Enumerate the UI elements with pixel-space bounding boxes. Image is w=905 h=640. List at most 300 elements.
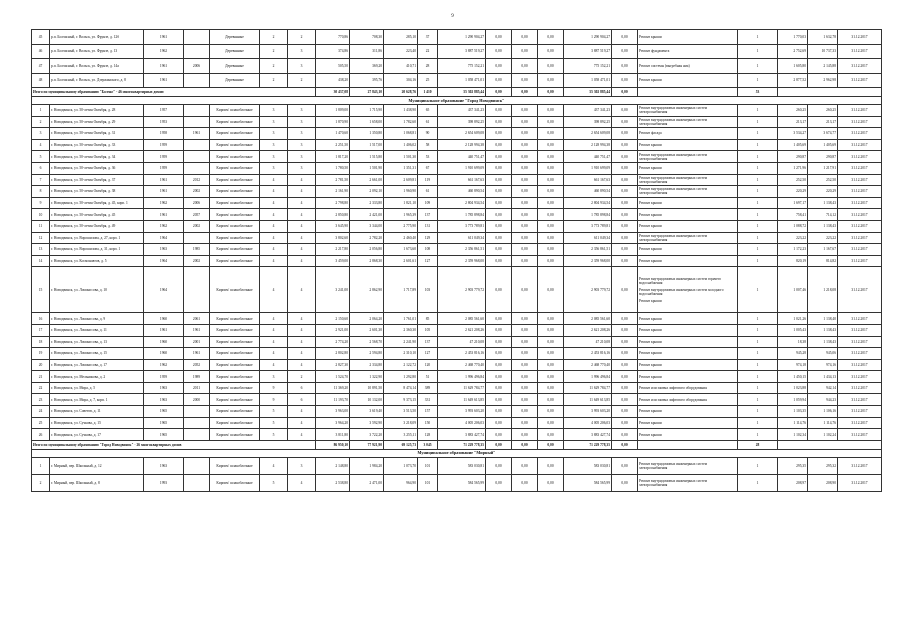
other-funds-cell: 0,00 xyxy=(612,59,638,74)
floors-cell: 4 xyxy=(260,186,288,198)
year-reconstructed-cell xyxy=(184,151,210,163)
table-row xyxy=(32,244,882,256)
regional-budget-cell: 0,00 xyxy=(512,406,538,418)
year-reconstructed-cell: 1989 xyxy=(184,371,210,383)
address-cell: г. Новодвинск, ул. 50-летия Октября, д. 28 xyxy=(50,105,144,117)
subtotal-label: Итого по муниципальному образованию "Болчас" - 46 многоквартирных домов: xyxy=(32,88,316,97)
residents-cell: 53 xyxy=(418,151,438,163)
total-area-cell: 1 780,50 xyxy=(316,162,350,174)
stage-cell: 1 xyxy=(738,324,778,336)
work-type-line: Ремонт крыши xyxy=(639,298,662,303)
year-built-cell: 1963 xyxy=(144,382,184,394)
other-funds-cell: 0,00 xyxy=(612,359,638,371)
fund-cell: 0,00 xyxy=(486,244,512,256)
fund-cell: 0,00 xyxy=(486,359,512,371)
floors-cell: 4 xyxy=(260,209,288,221)
entrances-cell: 2 xyxy=(288,371,316,383)
row-number: 18 xyxy=(32,336,50,348)
total-area-cell: 3 241,00 xyxy=(316,267,350,313)
limit-cost-cell: 2 145,88 xyxy=(808,59,838,74)
floors-cell: 3 xyxy=(260,151,288,163)
residents-cell: 22 xyxy=(418,44,438,59)
entrances-cell: 4 xyxy=(288,417,316,429)
stage-cell: 1 xyxy=(738,186,778,198)
completion-date-cell: 31.12.2017 xyxy=(838,417,882,429)
limit-cost-cell: 1 434,13 xyxy=(808,371,838,383)
total-cost-cell: 2 356 861,51 xyxy=(438,244,486,256)
limit-cost-cell: 1 102,24 xyxy=(808,429,838,441)
year-built-cell: 1960 xyxy=(144,313,184,325)
address-cell: г. Новодвинск, ул. 50-летия Октября, д. 49 xyxy=(50,220,144,232)
living-area-cell: 2 594,80 xyxy=(350,348,384,360)
table-row xyxy=(32,429,882,441)
stage-cell: 1 xyxy=(738,197,778,209)
regional-budget-cell: 0,00 xyxy=(512,474,538,491)
limit-cost-cell: 1 218,08 xyxy=(808,267,838,313)
year-built-cell: 1962 xyxy=(144,359,184,371)
wall-material-cell: Кирпич/ шлакоблочные xyxy=(210,105,260,117)
subtotal-total-cost: 71 229 778,35 xyxy=(438,440,486,449)
work-type-cell: Ремонт крыши xyxy=(638,220,738,232)
address-cell: г. Мирный, пер. Школьный, д. 8 xyxy=(50,474,144,491)
total-area-cell: 2 921,00 xyxy=(316,324,350,336)
work-type-cell: Ремонт системы (выгребная яма) xyxy=(638,59,738,74)
owners-funds-cell: 775 152,21 xyxy=(564,59,612,74)
fund-cell: 0,00 xyxy=(486,174,512,186)
regional-budget-cell: 0,00 xyxy=(512,382,538,394)
living-area-cell: 1 350,80 xyxy=(350,128,384,140)
fund-cell: 0,00 xyxy=(486,429,512,441)
wall-material-cell: Кирпич/ шлакоблочные xyxy=(210,394,260,406)
owners-funds-cell: 460 890,54 xyxy=(564,186,612,198)
total-area-cell: 505,50 xyxy=(316,59,350,74)
work-type-cell: Ремонт внутридомовых инженерных систем электроснабжения xyxy=(638,116,738,128)
other-funds-cell: 0,00 xyxy=(612,44,638,59)
work-type-cell: Ремонт внутридомовых инженерных систем электроснабжения xyxy=(638,174,738,186)
municipal-budget-cell: 0,00 xyxy=(538,30,564,45)
limit-cost-cell: 1 138,43 xyxy=(808,336,838,348)
total-cost-cell: 1 058 471,01 xyxy=(438,73,486,88)
cost-per-m2-cell: 1 114,76 xyxy=(778,417,808,429)
owners-funds-cell: 2 085 561,60 xyxy=(564,313,612,325)
entrances-cell: 4 xyxy=(288,348,316,360)
completion-date-cell: 31.12.2017 xyxy=(838,406,882,418)
subtotal-row xyxy=(32,440,882,449)
other-funds-cell: 0,00 xyxy=(612,232,638,244)
floors-cell: 4 xyxy=(260,232,288,244)
stage-cell: 1 xyxy=(738,59,778,74)
residents-cell: 65 xyxy=(418,105,438,117)
other-funds-cell: 0,00 xyxy=(612,474,638,491)
subtotal-other: 0,00 xyxy=(612,88,638,97)
private-area-cell: 1 438,90 xyxy=(384,105,418,117)
completion-date-cell: 31.12.2017 xyxy=(838,232,882,244)
owners-funds-cell: 2 359 968,00 xyxy=(564,255,612,267)
total-area-cell: 11 369,20 xyxy=(316,382,350,394)
limit-cost-cell: 260,25 xyxy=(808,105,838,117)
municipal-budget-cell: 0,00 xyxy=(538,186,564,198)
program-register-table xyxy=(31,29,882,492)
work-type-cell: Ремонт крыши xyxy=(638,417,738,429)
year-reconstructed-cell xyxy=(184,406,210,418)
living-area-cell: 10 132,00 xyxy=(350,394,384,406)
residents-cell: 137 xyxy=(418,336,438,348)
cost-per-m2-cell: 1 005,43 xyxy=(778,324,808,336)
stage-cell: 1 xyxy=(738,359,778,371)
regional-budget-cell: 0,00 xyxy=(512,186,538,198)
address-cell: р.п. Болчасный, г. Вольск, ул. Дзержинского, д. 8 xyxy=(50,73,144,88)
total-cost-cell: 2 903 779,72 xyxy=(438,267,486,313)
limit-cost-cell: 1 138,43 xyxy=(808,220,838,232)
fund-cell: 0,00 xyxy=(486,116,512,128)
table-row xyxy=(32,359,882,371)
living-area-cell: 1 517,00 xyxy=(350,139,384,151)
total-area-cell: 2 251,50 xyxy=(316,139,350,151)
limit-cost-cell: 220,29 xyxy=(808,186,838,198)
row-number: 14 xyxy=(32,255,50,267)
residents-cell: 61 xyxy=(418,186,438,198)
stage-cell: 1 xyxy=(738,139,778,151)
year-built-cell: 1993 xyxy=(144,474,184,491)
municipal-budget-cell: 0,00 xyxy=(538,105,564,117)
limit-cost-cell: 942,14 xyxy=(808,382,838,394)
total-area-cell: 3 459,00 xyxy=(316,255,350,267)
work-type-line: Ремонт внутридомовых инженерных систем холодного водоснабжения xyxy=(639,287,724,296)
table-row xyxy=(32,394,882,406)
floors-cell: 4 xyxy=(260,457,288,474)
regional-budget-cell: 0,00 xyxy=(512,244,538,256)
year-built-cell: 1961 xyxy=(144,186,184,198)
wall-material-cell: Кирпич/ шлакоблочные xyxy=(210,267,260,313)
residents-cell: 85 xyxy=(418,313,438,325)
owners-funds-cell: 4 005 206,03 xyxy=(564,417,612,429)
year-reconstructed-cell: 2002 xyxy=(184,220,210,232)
wall-material-cell: Кирпич/ шлакоблочные xyxy=(210,348,260,360)
entrances-cell: 4 xyxy=(288,255,316,267)
limit-cost-cell: 1 217,91 xyxy=(808,162,838,174)
address-cell: г. Новодвинск, ул. 50-летия Октября, д. 45, корп. 1 xyxy=(50,197,144,209)
cost-per-m2-cell: 18,38 xyxy=(778,336,808,348)
municipal-budget-cell: 0,00 xyxy=(538,128,564,140)
other-funds-cell: 0,00 xyxy=(612,116,638,128)
stage-cell: 1 xyxy=(738,244,778,256)
year-built-cell: 1961 xyxy=(144,59,184,74)
wall-material-cell: Деревянные xyxy=(210,44,260,59)
municipal-budget-cell: 0,00 xyxy=(538,394,564,406)
private-area-cell: 1 501,30 xyxy=(384,151,418,163)
total-cost-cell: 440 751,47 xyxy=(438,151,486,163)
row-number: 3 xyxy=(32,128,50,140)
subtotal-work-type xyxy=(638,440,738,449)
entrances-cell: 4 xyxy=(288,474,316,491)
completion-date-cell: 31.12.2017 xyxy=(838,474,882,491)
address-cell: г. Новодвинск, ул. Сучкова, д. 15 xyxy=(50,417,144,429)
stage-cell: 1 xyxy=(738,151,778,163)
total-cost-cell: 584 565,99 xyxy=(438,474,486,491)
living-area-cell: 2 471,00 xyxy=(350,474,384,491)
row-number: 9 xyxy=(32,197,50,209)
year-reconstructed-cell xyxy=(184,457,210,474)
owners-funds-cell: 2 804 934,54 xyxy=(564,197,612,209)
municipal-budget-cell: 0,00 xyxy=(538,359,564,371)
row-number: 16 xyxy=(32,313,50,325)
subtotal-living-area: 77 921,90 xyxy=(350,440,384,449)
private-area-cell: 2 609,81 xyxy=(384,174,418,186)
regional-budget-cell: 0,00 xyxy=(512,59,538,74)
regional-budget-cell: 0,00 xyxy=(512,394,538,406)
residents-cell: 119 xyxy=(418,174,438,186)
other-funds-cell: 0,00 xyxy=(612,151,638,163)
living-area-cell: 1 715,90 xyxy=(350,105,384,117)
completion-date-cell: 31.12.2017 xyxy=(838,139,882,151)
entrances-cell: 4 xyxy=(288,232,316,244)
living-area-cell: 2 661,00 xyxy=(350,174,384,186)
year-built-cell: 1962 xyxy=(144,197,184,209)
stage-cell: 1 xyxy=(738,255,778,267)
regional-budget-cell: 0,00 xyxy=(512,151,538,163)
wall-material-cell: Кирпич/ шлакоблочные xyxy=(210,186,260,198)
municipal-budget-cell: 0,00 xyxy=(538,244,564,256)
address-cell: г. Новодвинск, ул. 50-летия Октября, д. 37 xyxy=(50,174,144,186)
limit-cost-cell: 974,16 xyxy=(808,359,838,371)
completion-date-cell: 31.12.2017 xyxy=(838,220,882,232)
stage-cell: 1 xyxy=(738,174,778,186)
regional-budget-cell: 0,00 xyxy=(512,255,538,267)
table-row xyxy=(32,348,882,360)
other-funds-cell: 0,00 xyxy=(612,313,638,325)
owners-funds-cell: 583 030,81 xyxy=(564,457,612,474)
entrances-cell: 3 xyxy=(288,139,316,151)
regional-budget-cell: 0,00 xyxy=(512,220,538,232)
limit-cost-cell: 1 632,78 xyxy=(808,30,838,45)
subtotal-blank xyxy=(778,88,882,97)
other-funds-cell: 0,00 xyxy=(612,174,638,186)
row-number: 2 xyxy=(32,116,50,128)
private-area-cell: 964,90 xyxy=(384,474,418,491)
living-area-cell: 3 344,00 xyxy=(350,220,384,232)
year-built-cell: 1964 xyxy=(144,267,184,313)
regional-budget-cell: 0,00 xyxy=(512,209,538,221)
other-funds-cell: 0,00 xyxy=(612,186,638,198)
year-built-cell: 1957 xyxy=(144,105,184,117)
work-type-cell: Ремонт крыши xyxy=(638,429,738,441)
owners-funds-cell: 2 654 609,08 xyxy=(564,128,612,140)
work-type-cell: Ремонт или замена лифтового оборудования xyxy=(638,394,738,406)
work-type-cell: Ремонт крыши xyxy=(638,139,738,151)
other-funds-cell: 0,00 xyxy=(612,255,638,267)
floors-cell: 5 xyxy=(260,429,288,441)
regional-budget-cell: 0,00 xyxy=(512,371,538,383)
total-area-cell: 1 817,20 xyxy=(316,151,350,163)
cost-per-m2-cell: 295,35 xyxy=(778,457,808,474)
owners-funds-cell: 11 629 784,77 xyxy=(564,382,612,394)
stage-cell: 1 xyxy=(738,232,778,244)
municipal-budget-cell: 0,00 xyxy=(538,371,564,383)
total-cost-cell: 2 468 770,40 xyxy=(438,359,486,371)
private-area-cell: 410,71 xyxy=(384,59,418,74)
living-area-cell: 2 868,30 xyxy=(350,255,384,267)
completion-date-cell: 31.12.2017 xyxy=(838,174,882,186)
subtotal-total-area: 86 950,10 xyxy=(316,440,350,449)
subtotal-row xyxy=(32,88,882,97)
subtotal-other: 0,00 xyxy=(612,440,638,449)
residents-cell: 128 xyxy=(418,429,438,441)
stage-cell: 1 xyxy=(738,209,778,221)
total-cost-cell: 4 005 206,03 xyxy=(438,417,486,429)
private-area-cell: 1 782,60 xyxy=(384,116,418,128)
total-area-cell: 2 217,80 xyxy=(316,244,350,256)
table-row xyxy=(32,474,882,491)
year-built-cell: 1960 xyxy=(144,336,184,348)
total-area-cell: 1 809,00 xyxy=(316,105,350,117)
residents-cell: 105 xyxy=(418,324,438,336)
work-type-cell: Ремонт фасада xyxy=(638,128,738,140)
year-built-cell: 1965 xyxy=(144,429,184,441)
cost-per-m2-cell: 260,25 xyxy=(778,105,808,117)
fund-cell: 0,00 xyxy=(486,324,512,336)
address-cell: г. Новодвинск, ул. Сучкова, д. 17 xyxy=(50,429,144,441)
municipal-budget-cell: 0,00 xyxy=(538,209,564,221)
fund-cell: 0,00 xyxy=(486,151,512,163)
regional-budget-cell: 0,00 xyxy=(512,348,538,360)
owners-funds-cell: 1 996 496,84 xyxy=(564,371,612,383)
row-number: 17 xyxy=(32,324,50,336)
floors-cell: 3 xyxy=(260,371,288,383)
year-built-cell: 1961 xyxy=(144,30,184,45)
floors-cell: 4 xyxy=(260,255,288,267)
wall-material-cell: Кирпич/ шлакоблочные xyxy=(210,174,260,186)
owners-funds-cell: 2 453 816,16 xyxy=(564,348,612,360)
private-area-cell: 304,16 xyxy=(384,73,418,88)
owners-funds-cell: 398 892,25 xyxy=(564,116,612,128)
work-type-cell: Ремонт крыши xyxy=(638,313,738,325)
year-reconstructed-cell: 2061 xyxy=(184,313,210,325)
year-built-cell: 1963 xyxy=(144,244,184,256)
year-reconstructed-cell: 2052 xyxy=(184,359,210,371)
row-number: 15 xyxy=(32,267,50,313)
fund-cell: 0,00 xyxy=(486,382,512,394)
other-funds-cell: 0,00 xyxy=(612,30,638,45)
limit-cost-cell: 290,87 xyxy=(808,151,838,163)
completion-date-cell: 31.12.2017 xyxy=(838,382,882,394)
stage-cell: 1 xyxy=(738,128,778,140)
table-row xyxy=(32,186,882,198)
owners-funds-cell: 1 910 699,09 xyxy=(564,162,612,174)
cost-per-m2-cell: 1 172,23 xyxy=(778,244,808,256)
municipal-budget-cell: 0,00 xyxy=(538,162,564,174)
cost-per-m2-cell: 2 752,69 xyxy=(778,44,808,59)
address-cell: р.п. Болчасный, г. Вольск, ул. Фрунзе, д. 14а xyxy=(50,59,144,74)
table-row xyxy=(32,371,882,383)
entrances-cell: 4 xyxy=(288,359,316,371)
municipal-budget-cell: 0,00 xyxy=(538,474,564,491)
completion-date-cell: 31.12.2017 xyxy=(838,209,882,221)
private-area-cell: 9 373,15 xyxy=(384,394,418,406)
regional-budget-cell: 0,00 xyxy=(512,197,538,209)
year-built-cell: 1964 xyxy=(144,255,184,267)
entrances-cell: 4 xyxy=(288,429,316,441)
wall-material-cell: Кирпич/ шлакоблочные xyxy=(210,116,260,128)
regional-budget-cell: 0,00 xyxy=(512,267,538,313)
wall-material-cell: Кирпич/ шлакоблочные xyxy=(210,313,260,325)
limit-cost-cell: 10 737,33 xyxy=(808,44,838,59)
wall-material-cell: Кирпич/ шлакоблочные xyxy=(210,382,260,394)
municipality-section-row xyxy=(32,449,882,457)
cost-per-m2-cell: 945,28 xyxy=(778,348,808,360)
row-number: 48 xyxy=(32,73,50,88)
subtotal-residents: 1 410 xyxy=(418,88,438,97)
municipal-budget-cell: 0,00 xyxy=(538,382,564,394)
total-cost-cell: 1 910 699,09 xyxy=(438,162,486,174)
year-reconstructed-cell: 2006 xyxy=(184,197,210,209)
residents-cell: 101 xyxy=(418,457,438,474)
floors-cell: 4 xyxy=(260,359,288,371)
limit-cost-cell: 295,32 xyxy=(808,457,838,474)
fund-cell: 0,00 xyxy=(486,336,512,348)
subtotal-private-area: 20 628,76 xyxy=(384,88,418,97)
limit-cost-cell: 1 114,76 xyxy=(808,417,838,429)
year-reconstructed-cell xyxy=(184,162,210,174)
residents-cell: 120 xyxy=(418,359,438,371)
row-number: 46 xyxy=(32,44,50,59)
year-reconstructed-cell: 1961 xyxy=(184,348,210,360)
municipal-budget-cell: 0,00 xyxy=(538,313,564,325)
entrances-cell: 6 xyxy=(288,394,316,406)
municipal-budget-cell: 0,00 xyxy=(538,116,564,128)
year-reconstructed-cell xyxy=(184,105,210,117)
work-type-cell: Ремонт крыши xyxy=(638,324,738,336)
work-type-cell: Ремонт крыши xyxy=(638,336,738,348)
residents-cell: 108 xyxy=(418,244,438,256)
total-cost-cell: 398 892,25 xyxy=(438,116,486,128)
subtotal-label: Итого по муниципальному образованию "Город Новодвинск" - 26 многоквартирных домов xyxy=(32,440,316,449)
subtotal-residents: 3 045 xyxy=(418,440,438,449)
work-type-cell: Ремонт крыши xyxy=(638,348,738,360)
subtotal-work-type xyxy=(638,88,738,97)
total-cost-cell: 2 085 561,60 xyxy=(438,313,486,325)
work-type-cell: Ремонт или замена лифтового оборудования xyxy=(638,382,738,394)
living-area-cell: 2 056,80 xyxy=(350,244,384,256)
completion-date-cell: 31.12.2017 xyxy=(838,186,882,198)
municipal-budget-cell: 0,00 xyxy=(538,151,564,163)
entrances-cell: 4 xyxy=(288,267,316,313)
owners-funds-cell: 2 903 779,72 xyxy=(564,267,612,313)
living-area-cell: 2 782,20 xyxy=(350,232,384,244)
wall-material-cell: Кирпич/ шлакоблочные xyxy=(210,429,260,441)
table-row xyxy=(32,59,882,74)
owners-funds-cell: 3 883 427,74 xyxy=(564,429,612,441)
year-reconstructed-cell xyxy=(184,116,210,128)
year-built-cell: 1959 xyxy=(144,139,184,151)
subtotal-living-area: 27 843,10 xyxy=(350,88,384,97)
living-area-cell: 3 592,90 xyxy=(350,417,384,429)
address-cell: г. Новодвинск, ул. 50-летия Октября, д. 36 xyxy=(50,162,144,174)
year-built-cell: 1965 xyxy=(144,406,184,418)
total-cost-cell: 11 649 613,85 xyxy=(438,394,486,406)
completion-date-cell: 31.12.2017 xyxy=(838,324,882,336)
subtotal-total-area: 30 437,08 xyxy=(316,88,350,97)
stage-cell: 1 xyxy=(738,267,778,313)
limit-cost-cell: 1 167,67 xyxy=(808,244,838,256)
year-reconstructed-cell xyxy=(184,417,210,429)
subtotal-owners-funds: 55 302 885,44 xyxy=(564,88,612,97)
total-cost-cell: 11 629 784,77 xyxy=(438,382,486,394)
row-number: 26 xyxy=(32,429,50,441)
total-area-cell: 3 964,20 xyxy=(316,417,350,429)
municipal-budget-cell: 0,00 xyxy=(538,232,564,244)
stage-cell: 1 xyxy=(738,116,778,128)
other-funds-cell: 0,00 xyxy=(612,429,638,441)
